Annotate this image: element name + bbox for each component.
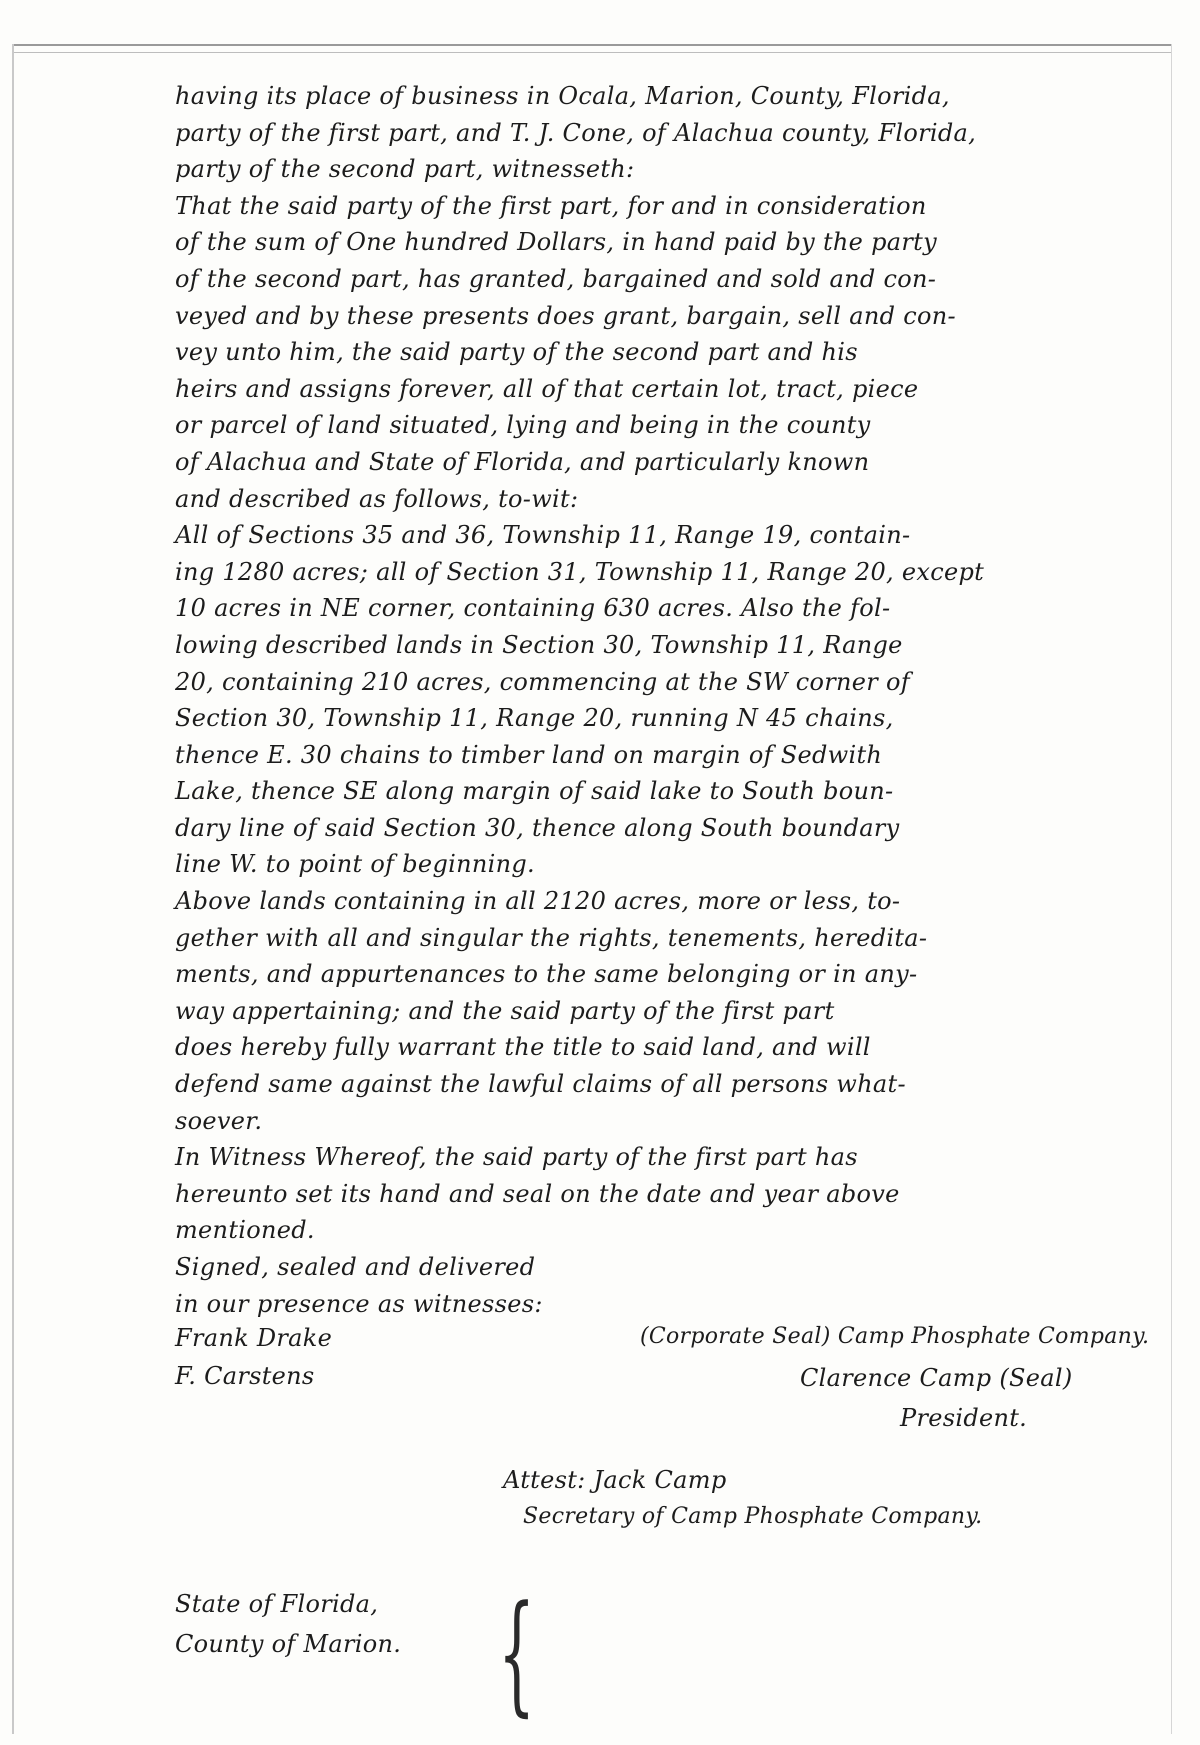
deed-body-text <box>175 78 1165 1322</box>
text-line: way appertaining; and the said party of the first part <box>175 996 835 1025</box>
text-line: soever. <box>175 1106 263 1135</box>
text-line: dary line of said Section 30, thence along South boundary <box>175 813 900 842</box>
text-line: gether with all and singular the rights, tenements, heredita- <box>175 923 928 952</box>
text-line: Section 30, Township 11, Range 20, running N 45 chains, <box>175 704 894 733</box>
text-line: In Witness Whereof, the said party of the first part has <box>175 1143 858 1172</box>
witness-signature-2: F. Carstens <box>175 1362 315 1390</box>
text-line: lowing described lands in Section 30, Township 11, Range <box>175 630 903 659</box>
text-line: ments, and appurtenances to the same belonging or in any- <box>175 960 918 989</box>
corporate-seal-line: (Corporate Seal) Camp Phosphate Company. <box>640 1324 1150 1349</box>
text-line: does hereby fully warrant the title to said land, and will <box>175 1033 871 1062</box>
right-margin-line <box>1171 44 1172 1734</box>
president-title: President. <box>900 1404 1028 1432</box>
acknowledgment-state: State of Florida, <box>175 1590 379 1618</box>
text-line: line W. to point of beginning. <box>175 850 535 879</box>
text-line: 10 acres in NE corner, containing 630 acres. Also the fol- <box>175 594 891 623</box>
text-line: of the sum of One hundred Dollars, in hand paid by the party <box>175 228 937 257</box>
text-line: Signed, sealed and delivered <box>175 1253 536 1281</box>
text-line: mentioned. <box>175 1216 315 1245</box>
text-line: heirs and assigns forever, all of that certain lot, tract, piece <box>175 374 919 403</box>
text-line: All of Sections 35 and 36, Township 11, Range 19, contain- <box>175 521 911 550</box>
text-line: party of the first part, and T. J. Cone, of Alachua county, Florida, <box>175 118 977 147</box>
witness-signature-1: Frank Drake <box>175 1324 333 1352</box>
left-margin-line <box>12 44 14 1734</box>
text-line: thence E. 30 chains to timber land on margin of Sedwith <box>175 740 883 769</box>
text-line: and described as follows, to-wit: <box>175 484 579 513</box>
text-line: That the said party of the first part, for and in consideration <box>175 191 927 220</box>
page-top-rule <box>12 44 1172 53</box>
text-line: vey unto him, the said party of the second part and his <box>175 338 858 367</box>
text-line: of Alachua and State of Florida, and particularly known <box>175 447 870 476</box>
text-line: having its place of business in Ocala, Marion, County, Florida, <box>175 82 950 110</box>
text-line: Lake, thence SE along margin of said lake to South boun- <box>175 777 894 806</box>
text-line: hereunto set its hand and seal on the date and year above <box>175 1179 900 1208</box>
text-line: Above lands containing in all 2120 acres, more or less, to- <box>175 887 901 916</box>
president-signature: Clarence Camp (Seal) <box>800 1364 1073 1392</box>
text-line: ing 1280 acres; all of Section 31, Township 11, Range 20, except <box>175 557 985 586</box>
text-line: veyed and by these presents does grant, bargain, sell and con- <box>175 301 956 330</box>
text-line: party of the second part, witnesseth: <box>175 155 635 184</box>
text-line: of the second part, has granted, bargained and sold and con- <box>175 264 937 293</box>
text-line: 20, containing 210 acres, commencing at the SW corner of <box>175 667 910 696</box>
curly-brace-mark: { <box>498 1577 536 1729</box>
acknowledgment-county: County of Marion. <box>175 1630 402 1658</box>
attest-signature: Attest: Jack Camp <box>503 1466 727 1494</box>
text-line: in our presence as witnesses: <box>175 1289 543 1318</box>
secretary-title: Secretary of Camp Phosphate Company. <box>523 1504 983 1529</box>
text-line: or parcel of land situated, lying and being in the county <box>175 411 871 440</box>
text-line: defend same against the lawful claims of all persons what- <box>175 1070 906 1099</box>
